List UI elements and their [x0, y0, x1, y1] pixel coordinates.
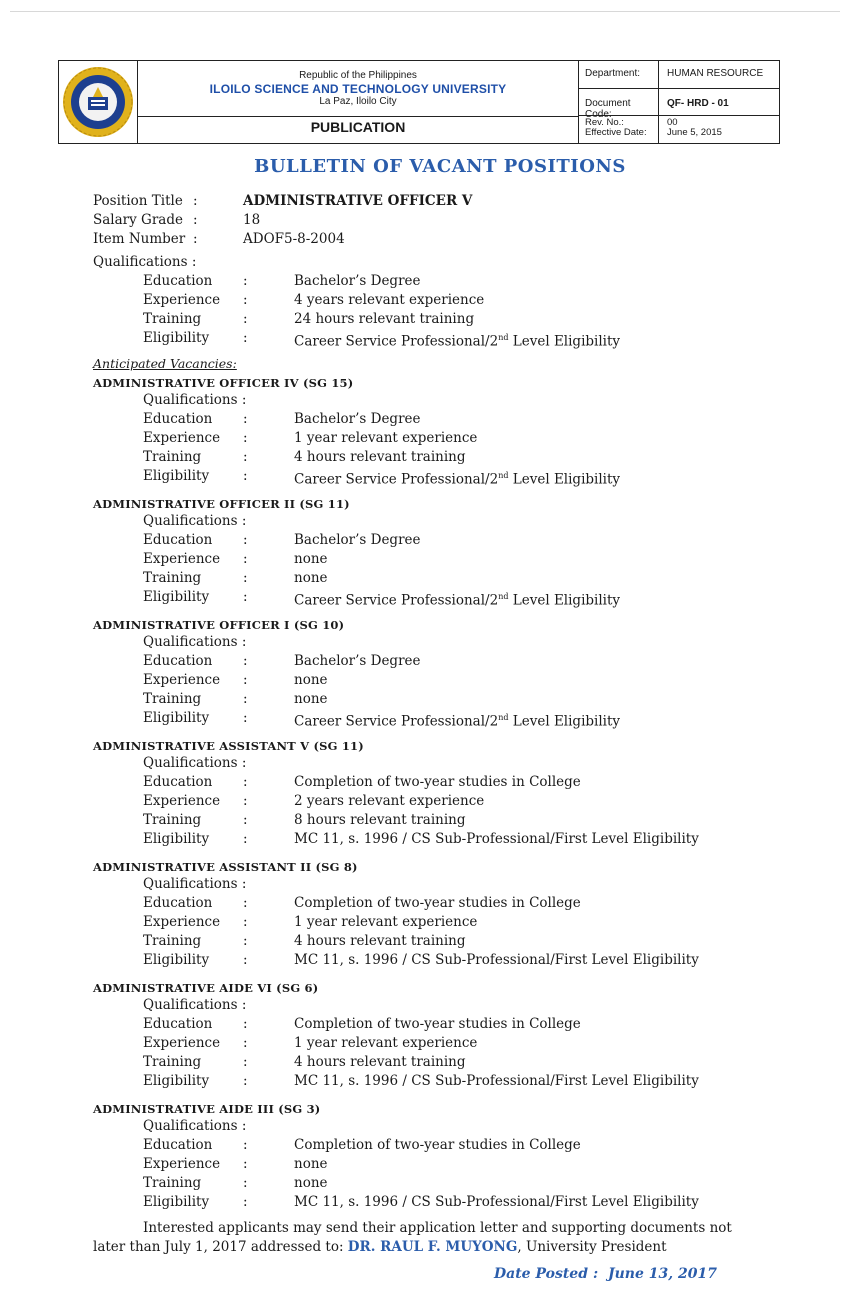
experience-label: Experience: [143, 672, 221, 688]
university-seal-icon: [61, 63, 135, 141]
experience-value: 1 year relevant experience: [294, 1035, 478, 1051]
experience-label: Experience: [143, 292, 221, 308]
education-label: Education: [143, 774, 213, 790]
experience-label: Experience: [143, 551, 221, 567]
experience-label: Experience: [143, 1156, 221, 1172]
training-value: 4 hours relevant training: [294, 933, 466, 949]
training-value: none: [294, 1175, 328, 1191]
colon: :: [243, 532, 248, 548]
training-label: Training: [143, 1054, 202, 1070]
experience-label: Experience: [143, 793, 221, 809]
position-title-label: Position Title: [93, 193, 183, 209]
rev-value: 00: [667, 117, 678, 128]
bulletin-title: BULLETIN OF VACANT POSITIONS: [254, 156, 626, 177]
document-header: [58, 60, 780, 144]
effective-date-label: Effective Date:: [585, 127, 647, 138]
training-value: 4 hours relevant training: [294, 449, 466, 465]
eligibility-value: MC 11, s. 1996 / CS Sub-Professional/First Level Eligibility: [294, 1194, 699, 1210]
qualifications-label: Qualifications :: [93, 254, 197, 270]
colon: :: [243, 672, 248, 688]
colon: :: [243, 468, 248, 484]
training-value: 24 hours relevant training: [294, 311, 475, 327]
colon: :: [243, 570, 248, 586]
rev-label: Rev. No.:: [585, 117, 624, 128]
colon: :: [243, 449, 248, 465]
department-value: HUMAN RESOURCE: [667, 68, 764, 79]
eligibility-label: Eligibility: [143, 1194, 210, 1210]
effective-date-value: June 5, 2015: [667, 127, 722, 138]
experience-value: 4 years relevant experience: [294, 292, 485, 308]
training-label: Training: [143, 812, 202, 828]
experience-value: 2 years relevant experience: [294, 793, 485, 809]
eligibility-label: Eligibility: [143, 468, 210, 484]
colon: :: [243, 430, 248, 446]
education-value: Completion of two-year studies in College: [294, 1137, 581, 1153]
eligibility-label: Eligibility: [143, 952, 210, 968]
qualifications-label: Qualifications :: [143, 876, 247, 892]
experience-value: 1 year relevant experience: [294, 430, 478, 446]
application-instructions-line2: [93, 1239, 667, 1255]
training-label: Training: [143, 449, 202, 465]
eligibility-label: Eligibility: [143, 831, 210, 847]
colon: :: [193, 193, 198, 209]
training-value: 4 hours relevant training: [294, 1054, 466, 1070]
education-label: Education: [143, 1016, 213, 1032]
education-value: Bachelor’s Degree: [294, 653, 421, 669]
qualifications-label: Qualifications :: [143, 634, 247, 650]
colon: :: [243, 1194, 248, 1210]
education-label: Education: [143, 895, 213, 911]
vacancy-title: ADMINISTRATIVE AIDE VI (SG 6): [93, 981, 319, 995]
colon: :: [243, 551, 248, 567]
education-label: Education: [143, 653, 213, 669]
vacancy-title: ADMINISTRATIVE OFFICER IV (SG 15): [93, 376, 354, 390]
education-value: Completion of two-year studies in College: [294, 774, 581, 790]
experience-value: 1 year relevant experience: [294, 914, 478, 930]
training-value: none: [294, 570, 328, 586]
colon: :: [243, 812, 248, 828]
colon: :: [193, 231, 198, 247]
colon: :: [243, 895, 248, 911]
colon: :: [243, 311, 248, 327]
colon: :: [243, 1016, 248, 1032]
vacancy-title: ADMINISTRATIVE OFFICER I (SG 10): [93, 618, 345, 632]
education-value: Bachelor’s Degree: [294, 532, 421, 548]
item-number-label: Item Number: [93, 231, 186, 247]
top-rule: [10, 11, 840, 12]
experience-label: Experience: [143, 1035, 221, 1051]
eligibility-label: Eligibility: [143, 710, 210, 726]
colon: :: [243, 1137, 248, 1153]
experience-label: Experience: [143, 914, 221, 930]
training-label: Training: [143, 1175, 202, 1191]
qualifications-label: Qualifications :: [143, 1118, 247, 1134]
colon: :: [243, 1054, 248, 1070]
education-label: Education: [143, 411, 213, 427]
colon: :: [243, 653, 248, 669]
education-value: Completion of two-year studies in College: [294, 895, 581, 911]
addressee-name: DR. RAUL F. MUYONG: [347, 1239, 518, 1255]
colon: :: [243, 1035, 248, 1051]
experience-value: none: [294, 551, 328, 567]
training-label: Training: [143, 311, 202, 327]
training-label: Training: [143, 691, 202, 707]
doc-code-label: Document Code:: [585, 98, 631, 120]
education-label: Education: [143, 1137, 213, 1153]
colon: :: [243, 710, 248, 726]
vacancy-title: ADMINISTRATIVE ASSISTANT II (SG 8): [93, 860, 358, 874]
institution-block: [138, 61, 578, 117]
education-value: Completion of two-year studies in College: [294, 1016, 581, 1032]
colon: :: [243, 831, 248, 847]
experience-value: none: [294, 1156, 328, 1172]
eligibility-label: Eligibility: [143, 330, 210, 346]
colon: :: [243, 691, 248, 707]
document-info-cell: [579, 61, 779, 143]
training-value: none: [294, 691, 328, 707]
vacancy-title: ADMINISTRATIVE OFFICER II (SG 11): [93, 497, 350, 511]
eligibility-value: MC 11, s. 1996 / CS Sub-Professional/First Level Eligibility: [294, 831, 699, 847]
salary-grade-value: 18: [243, 212, 261, 228]
doc-code-row: [579, 89, 779, 120]
revision-row: [579, 116, 779, 143]
institution-cell: [138, 61, 579, 143]
eligibility-value: MC 11, s. 1996 / CS Sub-Professional/First Level Eligibility: [294, 1073, 699, 1089]
colon: :: [243, 914, 248, 930]
eligibility-value: Career Service Professional/2nd Level Eligibility: [294, 592, 621, 609]
qualifications-label: Qualifications :: [143, 392, 247, 408]
qualifications-label: Qualifications :: [143, 997, 247, 1013]
logo-cell: [59, 61, 138, 143]
colon: :: [243, 292, 248, 308]
city-text: La Paz, Iloilo City: [319, 96, 397, 107]
addressee-title: , University President: [517, 1239, 667, 1255]
education-label: Education: [143, 532, 213, 548]
experience-label: Experience: [143, 430, 221, 446]
experience-value: none: [294, 672, 328, 688]
colon: :: [243, 1156, 248, 1172]
colon: :: [243, 330, 248, 346]
education-value: Bachelor’s Degree: [294, 411, 421, 427]
salary-grade-label: Salary Grade: [93, 212, 183, 228]
training-value: 8 hours relevant training: [294, 812, 466, 828]
department-row: [579, 61, 779, 89]
university-name: ILOILO SCIENCE AND TECHNOLOGY UNIVERSITY: [209, 82, 507, 96]
eligibility-label: Eligibility: [143, 1073, 210, 1089]
publication-label: PUBLICATION: [310, 119, 406, 135]
eligibility-value: MC 11, s. 1996 / CS Sub-Professional/First Level Eligibility: [294, 952, 699, 968]
position-title-value: ADMINISTRATIVE OFFICER V: [243, 193, 473, 209]
republic-text: Republic of the Philippines: [299, 70, 417, 81]
qualifications-label: Qualifications :: [143, 755, 247, 771]
education-label: Education: [143, 273, 213, 289]
anticipated-vacancies-heading: Anticipated Vacancies:: [93, 356, 237, 371]
application-instructions-line1: Interested applicants may send their application letter and supporting documents not: [143, 1220, 732, 1236]
qualifications-label: Qualifications :: [143, 513, 247, 529]
eligibility-value: Career Service Professional/2nd Level Eligibility: [294, 471, 621, 488]
colon: :: [243, 1073, 248, 1089]
colon: :: [243, 1175, 248, 1191]
vacancy-title: ADMINISTRATIVE AIDE III (SG 3): [93, 1102, 321, 1116]
deadline-text: later than July 1, 2017 addressed to:: [93, 1239, 344, 1255]
education-value: Bachelor’s Degree: [294, 273, 421, 289]
item-number-value: ADOF5-8-2004: [243, 231, 345, 247]
colon: :: [243, 774, 248, 790]
colon: :: [593, 1266, 599, 1282]
eligibility-label: Eligibility: [143, 589, 210, 605]
colon: :: [243, 952, 248, 968]
eligibility-value: Career Service Professional/2nd Level Eligibility: [294, 333, 621, 350]
colon: :: [243, 933, 248, 949]
training-label: Training: [143, 933, 202, 949]
training-label: Training: [143, 570, 202, 586]
eligibility-value: Career Service Professional/2nd Level Eligibility: [294, 713, 621, 730]
department-label: Department:: [585, 68, 641, 79]
vacancy-title: ADMINISTRATIVE ASSISTANT V (SG 11): [93, 739, 364, 753]
colon: :: [243, 793, 248, 809]
colon: :: [243, 589, 248, 605]
colon: :: [243, 273, 248, 289]
date-posted-value: June 13, 2017: [608, 1266, 717, 1282]
colon: :: [193, 212, 198, 228]
doc-code-value: QF- HRD - 01: [667, 98, 729, 109]
date-posted-label: Date Posted: [494, 1266, 588, 1282]
colon: :: [243, 411, 248, 427]
